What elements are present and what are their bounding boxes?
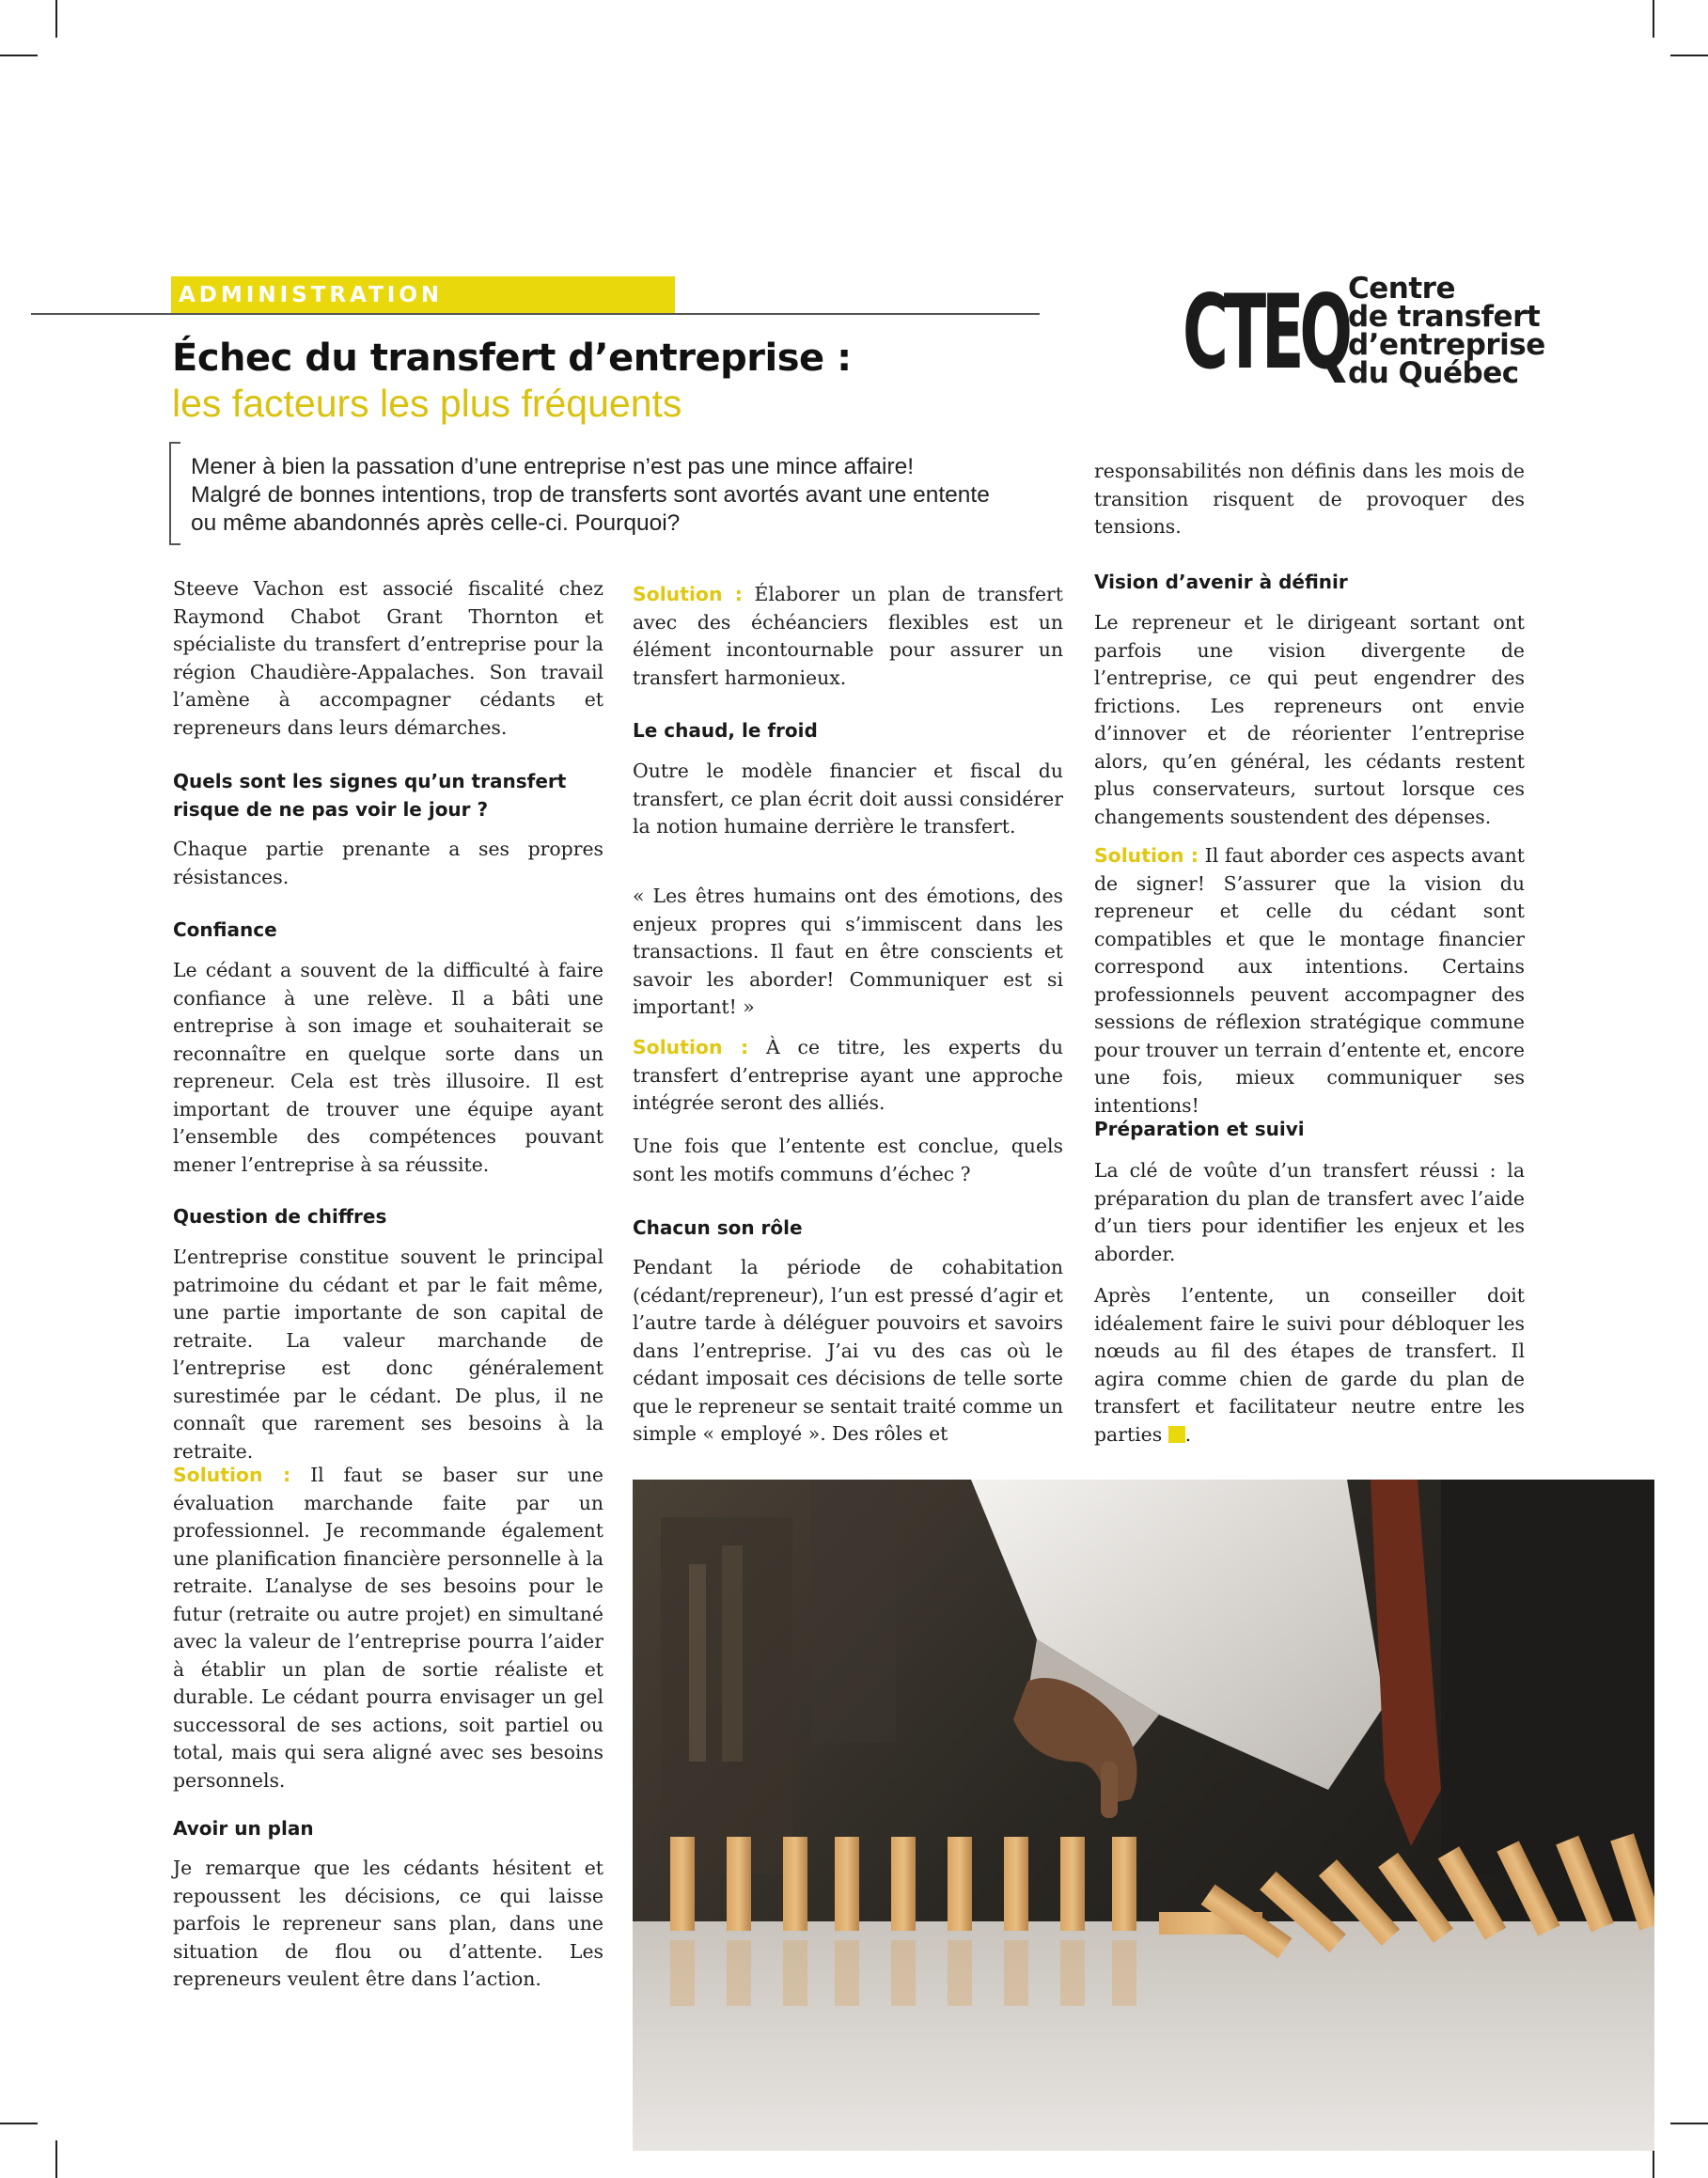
paragraph: Le repreneur et le dirigeant sortant ont parfois une vision divergente de l’entreprise, ce qui peut engendrer des frictions. Les repreneurs ont envie d’innover et de réorienter l’entreprise alors, qu’en général, les cédants restent plus conservateurs, surtout lorsque ces changements soustendent des dépenses. xyxy=(1094,611,1525,828)
intro-line: ou même abandonnés après celle-ci. Pourquoi? xyxy=(191,510,681,536)
subheading: Préparation et suivi xyxy=(1094,1118,1305,1140)
paragraph: « Les êtres humains ont des émotions, des enjeux propres qui s’immiscent dans les transactions. Il faut en être conscients et savoir les aborder! Communiquer est si important! » xyxy=(633,885,1063,1018)
paragraph: Une fois que l’entente est conclue, quels sont les motifs communs d’échec ? xyxy=(633,1135,1063,1185)
paragraph: Après l’entente, un conseiller doit idéalement faire le suivi pour débloquer les nœuds au fil des étapes de transfert. Il agira comme chien de garde du plan de transfert et facilitateur neutre entre les parties . xyxy=(1094,1284,1525,1446)
subheading: Quels sont les signes qu’un transfert risque de ne pas voir le jour ? xyxy=(173,770,567,821)
solution-paragraph xyxy=(173,1462,603,1794)
section-tag: ADMINISTRATION xyxy=(171,276,675,314)
article-intro xyxy=(191,453,1018,538)
logo-line: d’entreprise xyxy=(1348,328,1545,362)
paragraph: Chaque partie prenante a ses propres résistances. xyxy=(173,838,603,888)
logo-line: de transfert xyxy=(1348,300,1541,334)
article-title: Échec du transfert d’entreprise : xyxy=(172,337,852,380)
solution-text: À ce titre, les experts du transfert d’entreprise ayant une approche intégrée seront des alliés. xyxy=(633,1036,1063,1114)
paragraph: L’entreprise constitue souvent le principal patrimoine du cédant et par le fait même, une partie importante de son capital de retraite. La valeur marchande de l’entreprise est donc généralement surestimée par le cédant. De plus, il ne connaît que rarement ses besoins à la retraite. xyxy=(173,1246,603,1463)
crop-mark xyxy=(0,55,38,56)
article-subtitle: les facteurs les plus fréquents xyxy=(172,382,682,425)
intro-bracket xyxy=(169,442,180,545)
logo-line: Centre xyxy=(1348,272,1455,306)
paragraph: La clé de voûte d’un transfert réussi : la préparation du plan de transfert avec l’aide d’un tiers pour identifier les enjeux et les aborder. xyxy=(1094,1159,1525,1265)
paragraph: Je remarque que les cédants hésitent et repoussent les décisions, ce qui laisse parfois le repreneur sans plan, dans une situation de flou ou d’attente. Les repreneurs veulent être dans l’action. xyxy=(173,1857,603,1990)
end-mark-icon xyxy=(1168,1426,1185,1443)
solution-paragraph xyxy=(1094,842,1525,1120)
domino-photo xyxy=(633,1480,1654,2151)
logo-line: du Québec xyxy=(1348,356,1519,390)
intro-line: Malgré de bonnes intentions, trop de transferts sont avortés avant une entente xyxy=(191,482,990,508)
subheading: Avoir un plan xyxy=(173,1817,314,1840)
crop-mark xyxy=(55,0,57,38)
subheading: Confiance xyxy=(173,918,277,941)
subheading: Le chaud, le froid xyxy=(633,719,818,742)
crop-mark xyxy=(55,2140,57,2178)
paragraph: Pendant la période de cohabitation (cédant/repreneur), l’un est pressé d’agir et l’autre tarde à déléguer pouvoirs et savoirs dans l’entreprise. J’ai vu des cas où le cédant imposait ces décisions de telle sorte que le repreneur se sentait traité comme un simple « employé ». Des rôles et xyxy=(633,1256,1063,1445)
solution-paragraph xyxy=(633,1034,1063,1118)
solution-text: Élaborer un plan de transfert avec des échéanciers flexibles est un élément incontournable pour assurer un transfert harmonieux. xyxy=(633,583,1063,689)
logo-mark: CTEQ xyxy=(1183,271,1348,393)
solution-paragraph xyxy=(633,581,1063,692)
subheading: Vision d’avenir à définir xyxy=(1094,571,1348,593)
solution-label: Solution : xyxy=(633,1036,749,1058)
crop-mark xyxy=(1653,0,1654,38)
solution-text: Il faut aborder ces aspects avant de signer! S’assurer que la vision du repreneur et celle du cédant sont compatibles et que le montage financier correspond aux intentions. Certains professionnels peuvent accompagner des sessions de réflexion stratégique commune pour trouver un terrain d’entente et, encore une fois, mieux communiquer ses intentions! xyxy=(1094,844,1525,1117)
crop-mark xyxy=(1670,2123,1708,2124)
crop-mark xyxy=(1670,55,1708,56)
solution-label: Solution : xyxy=(633,583,743,605)
paragraph: Le cédant a souvent de la difficulté à faire confiance à une relève. Il a bâti une entreprise à son image et souhaiterait se reconnaître en quelque sorte dans un repreneur. Cela est très illusoire. Il est important de trouver une équipe ayant l’ensemble des compétences pouvant mener l’entreprise à sa réussite. xyxy=(173,959,603,1176)
subheading: Question de chiffres xyxy=(173,1205,387,1228)
solution-text: Il faut se baser sur une évaluation marchande faite par un professionnel. Je recommande également une planification financière personnelle à la retraite. L’analyse de ses besoins pour le futur (retraite ou autre projet) en simultané avec la valeur de l’entreprise pourra l’aider à établir un plan de sortie réaliste et durable. Le cédant pourra envisager un gel successoral de ses actions, soit partiel ou total, mais qui sera aligné avec ses besoins personnels. xyxy=(173,1464,603,1792)
logo-wordmark xyxy=(1348,272,1545,390)
subheading: Chacun son rôle xyxy=(633,1216,803,1239)
solution-label: Solution : xyxy=(1094,844,1199,867)
paragraph: responsabilités non définis dans les mois de transition risquent de provoquer des tensions. xyxy=(1094,460,1525,538)
solution-label: Solution : xyxy=(173,1464,291,1486)
section-divider xyxy=(31,313,1040,315)
crop-mark xyxy=(0,2123,38,2124)
closing-text: Après l’entente, un conseiller doit idéalement faire le suivi pour débloquer les nœuds au fil des étapes de transfert. Il agira comme chien de garde du plan de transfert et facilitateur neutre entre les parties xyxy=(1094,1284,1525,1446)
cteq-logo xyxy=(1183,271,1545,393)
paragraph: Steeve Vachon est associé fiscalité chez Raymond Chabot Grant Thornton et spécialiste du transfert d’entreprise pour la région Chaudière-Appalaches. Son travail l’amène à accompagner cédants et repreneurs dans leurs démarches. xyxy=(173,577,603,739)
paragraph: Outre le modèle financier et fiscal du transfert, ce plan écrit doit aussi considérer la notion humaine derrière le transfert. xyxy=(633,760,1063,838)
intro-line: Mener à bien la passation d’une entreprise n’est pas une mince affaire! xyxy=(191,454,915,479)
